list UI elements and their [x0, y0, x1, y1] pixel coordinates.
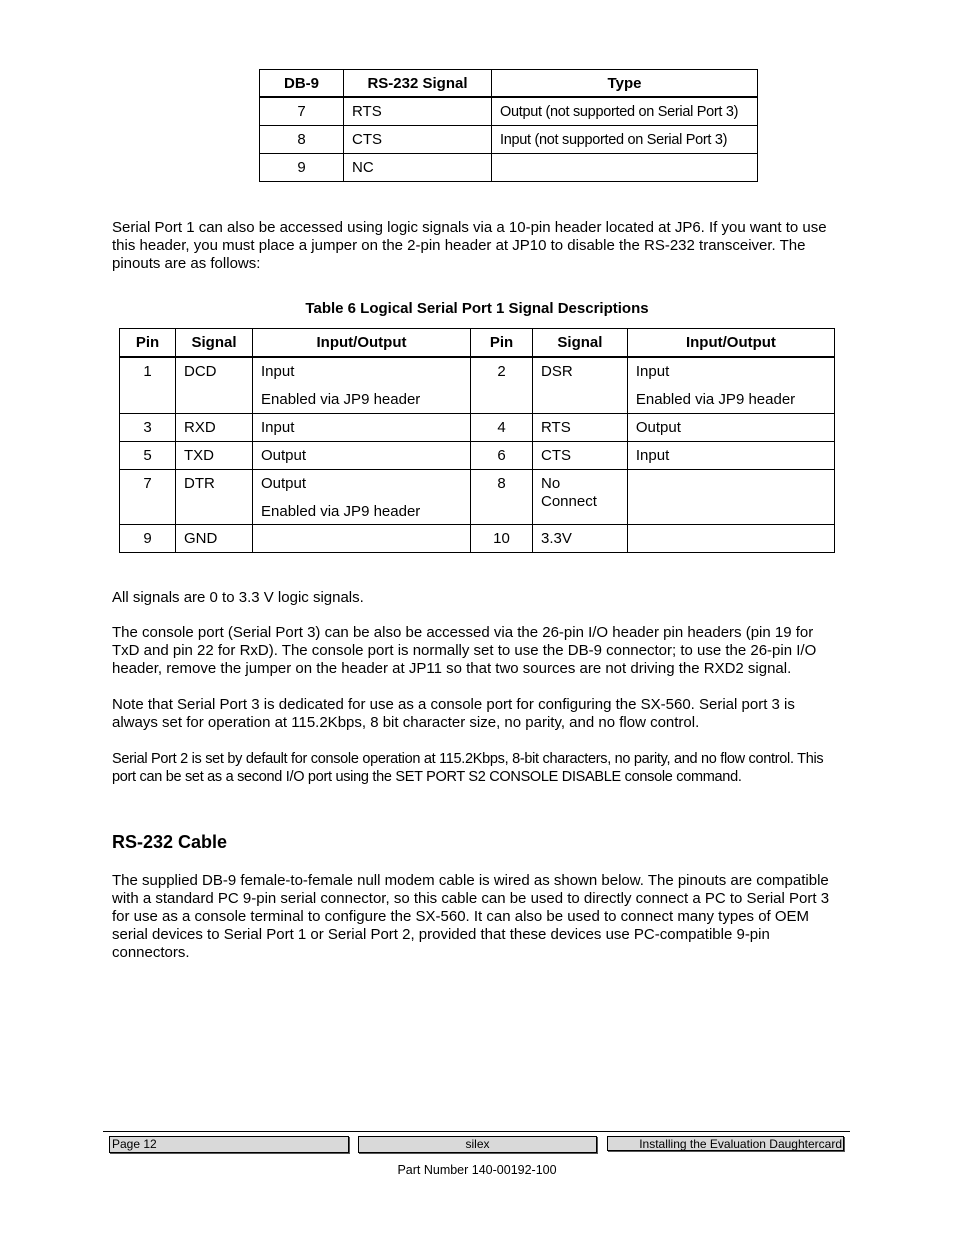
table-caption: Table 6 Logical Serial Port 1 Signal Descriptions	[305, 300, 649, 317]
table-row	[120, 441, 835, 469]
io-cell: Input	[627, 441, 834, 469]
io-cell: Output	[627, 413, 834, 441]
io-cell: Output	[253, 441, 471, 469]
footer-chapter: Installing the Evaluation Daughtercard	[607, 1136, 844, 1151]
io-cell	[253, 469, 471, 524]
io-cell	[253, 524, 471, 552]
note-paragraph: Note that Serial Port 3 is dedicated for use as a console port for configuring the SX-560. Serial port 3 is always set for operation at 115.2Kbps, 8 bit character size, no parity, and no flow control.	[112, 696, 795, 731]
logical-serial-port-table	[119, 328, 835, 553]
type-cell	[492, 154, 758, 182]
io-text: Input	[635, 363, 670, 380]
signal-cell: RTS	[533, 413, 628, 441]
cable-paragraph: The supplied DB-9 female-to-female null modem cable is wired as shown below. The pinouts are compatible with a standard PC 9-pin serial connector, so this cable can be used to directly connect a PC to Serial Port 3 for use as a console terminal to configure the SX-560. It can also be used to connect many types of OEM serial devices to Serial Port 1 or Serial Port 2, provided that these devices use PC-compatible 9-pin connectors.	[112, 872, 830, 961]
signal-cell: CTS	[533, 441, 628, 469]
column-header: Type	[492, 70, 758, 98]
console-port-paragraph: The console port (Serial Port 3) can be also be accessed via the 26-pin I/O header pin headers (pin 19 for TxD and pin 22 for RxD). The console port is normally set to use the DB-9 connector; to use the 26-pin I/O header, remove the jumper on the header at JP11 so that two sources are not driving the RXD2 signal.	[112, 624, 817, 677]
pin-cell: 5	[120, 441, 176, 469]
io-cell	[627, 469, 834, 524]
type-cell: Output (not supported on Serial Port 3)	[492, 97, 758, 126]
table-header-row	[120, 329, 835, 358]
signal-cell: DTR	[176, 469, 253, 524]
table-row	[120, 524, 835, 552]
table-row	[260, 154, 758, 182]
io-cell: Input	[253, 413, 471, 441]
pin-cell: 9	[120, 524, 176, 552]
db9-pin-cell: 8	[260, 126, 344, 154]
pin-cell: 8	[471, 469, 533, 524]
table-header-row	[260, 70, 758, 98]
signal-cell: RTS	[344, 97, 492, 126]
footer-company: silex	[358, 1136, 597, 1153]
pin-cell: 4	[471, 413, 533, 441]
signal-cell: 3.3V	[533, 524, 628, 552]
intro-paragraph: Serial Port 1 can also be accessed using logic signals via a 10-pin header located at JP6. If you want to use this header, you must place a jumper on the 2-pin header at JP10 to disable the RS-232 transceiver. The pinouts are as follows:	[112, 219, 827, 272]
table-row	[260, 97, 758, 126]
pin-cell: 6	[471, 441, 533, 469]
pin-cell: 10	[471, 524, 533, 552]
table-row	[260, 126, 758, 154]
table-row	[120, 469, 835, 524]
type-cell: Input (not supported on Serial Port 3)	[492, 126, 758, 154]
db9-signal-table	[259, 69, 758, 182]
io-note: Enabled via JP9 header	[261, 502, 421, 520]
pin-cell: 2	[471, 357, 533, 413]
part-number: Part Number 140-00192-100	[397, 1163, 557, 1177]
table-row	[120, 413, 835, 441]
column-header: Signal	[533, 329, 628, 358]
footer-divider	[103, 1131, 850, 1132]
column-header: Signal	[176, 329, 253, 358]
pin-cell: 1	[120, 357, 176, 413]
io-note: Enabled via JP9 header	[261, 391, 421, 408]
signal-cell: No Connect	[533, 469, 628, 524]
signal-cell: DCD	[176, 357, 253, 413]
pin-cell: 7	[120, 469, 176, 524]
logic-levels-paragraph: All signals are 0 to 3.3 V logic signals.	[112, 589, 364, 606]
column-header: Input/Output	[627, 329, 834, 358]
signal-cell: DSR	[533, 357, 628, 413]
io-note: Enabled via JP9 header	[635, 391, 796, 408]
io-cell	[627, 524, 834, 552]
io-text: Output	[261, 474, 307, 492]
signal-cell: CTS	[344, 126, 492, 154]
pin-cell: 3	[120, 413, 176, 441]
signal-cell: NC	[344, 154, 492, 182]
column-header: DB-9	[260, 70, 344, 98]
db9-pin-cell: 9	[260, 154, 344, 182]
io-text: Input	[261, 363, 295, 380]
io-cell	[253, 357, 471, 413]
column-header: Pin	[120, 329, 176, 358]
section-heading: RS-232 Cable	[112, 832, 228, 852]
serial-port-2-paragraph: Serial Port 2 is set by default for console operation at 115.2Kbps, 8-bit characters, no parity, and no flow control. This port can be set as a second I/O port using the SET PORT S2 CONSOLE DISABLE console command.	[112, 751, 824, 785]
signal-cell: GND	[176, 524, 253, 552]
column-header: RS-232 Signal	[344, 70, 492, 98]
db9-pin-cell: 7	[260, 97, 344, 126]
io-cell	[627, 357, 834, 413]
column-header: Input/Output	[253, 329, 471, 358]
table-row	[120, 357, 835, 413]
column-header: Pin	[471, 329, 533, 358]
signal-cell: TXD	[176, 441, 253, 469]
signal-cell: RXD	[176, 413, 253, 441]
footer-page-number: Page 12	[109, 1136, 349, 1153]
